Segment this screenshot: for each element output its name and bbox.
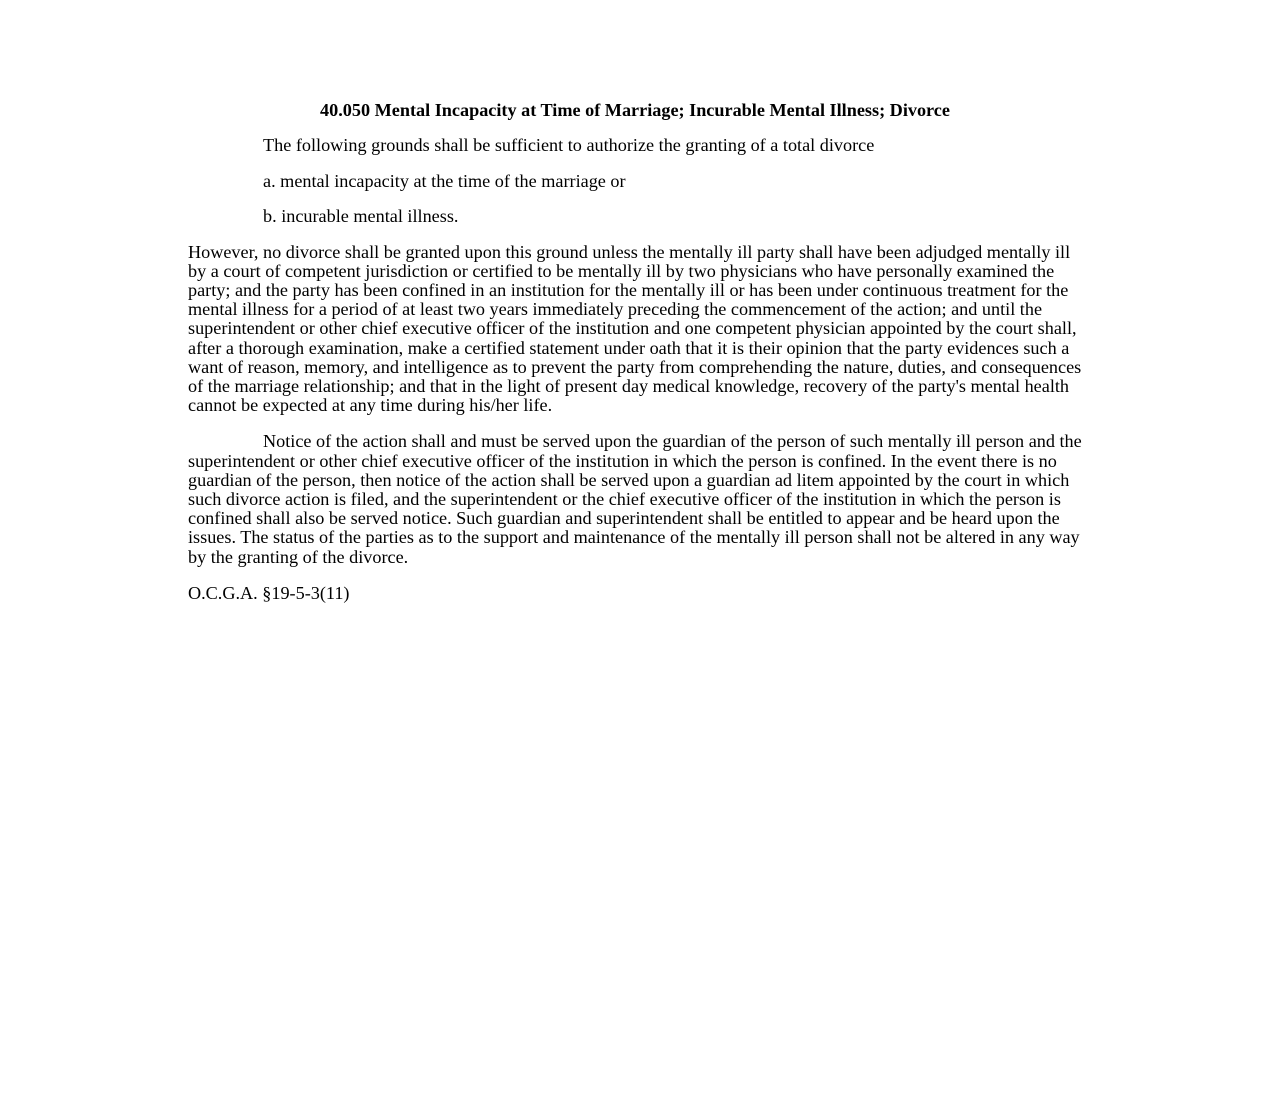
- list-item-b: b. incurable mental illness.: [263, 206, 459, 227]
- body-paragraph-notice: Notice of the action shall and must be served upon the guardian of the person of such mentally ill person and the superintendent or other chief executive officer of the institution in which the person is confined. In the event there is no guardian of the person, then notice of the action shall be served upon a guardian ad litem appointed by the court in which such divorce action is filed, and the superintendent or the chief executive officer of the institution in which the person is confined shall also be served notice. Such guardian and superintendent shall be entitled to appear and be heard upon the issues. The status of the parties as to the support and maintenance of the mentally ill person shall not be altered in any way by the granting of the divorce.: [188, 431, 1082, 567]
- document-page: [188, 100, 1088, 603]
- statute-citation: O.C.G.A. §19-5-3(11): [188, 582, 350, 603]
- list-item-a: a. mental incapacity at the time of the marriage or: [263, 171, 626, 192]
- document-title: 40.050 Mental Incapacity at Time of Marriage; Incurable Mental Illness; Divorce: [320, 100, 950, 120]
- body-paragraph-conditions: However, no divorce shall be granted upon this ground unless the mentally ill party shall have been adjudged mentally ill by a court of competent jurisdiction or certified to be mentally ill by two physicians who have personally examined the party; and the party has been confined in an institution for the mentally ill or has been under continuous treatment for the mental illness for a period of at least two years immediately preceding the commencement of the action; and until the superintendent or other chief executive officer of the institution and one competent physician appointed by the court shall, after a thorough examination, make a certified statement under oath that it is their opinion that the party evidences such a want of reason, memory, and intelligence as to prevent the party from comprehending the nature, duties, and consequences of the marriage relationship; and that in the light of present day medical knowledge, recovery of the party's mental health cannot be expected at any time during his/her life.: [188, 241, 1082, 416]
- intro-paragraph: The following grounds shall be sufficient to authorize the granting of a total divorce: [263, 135, 875, 155]
